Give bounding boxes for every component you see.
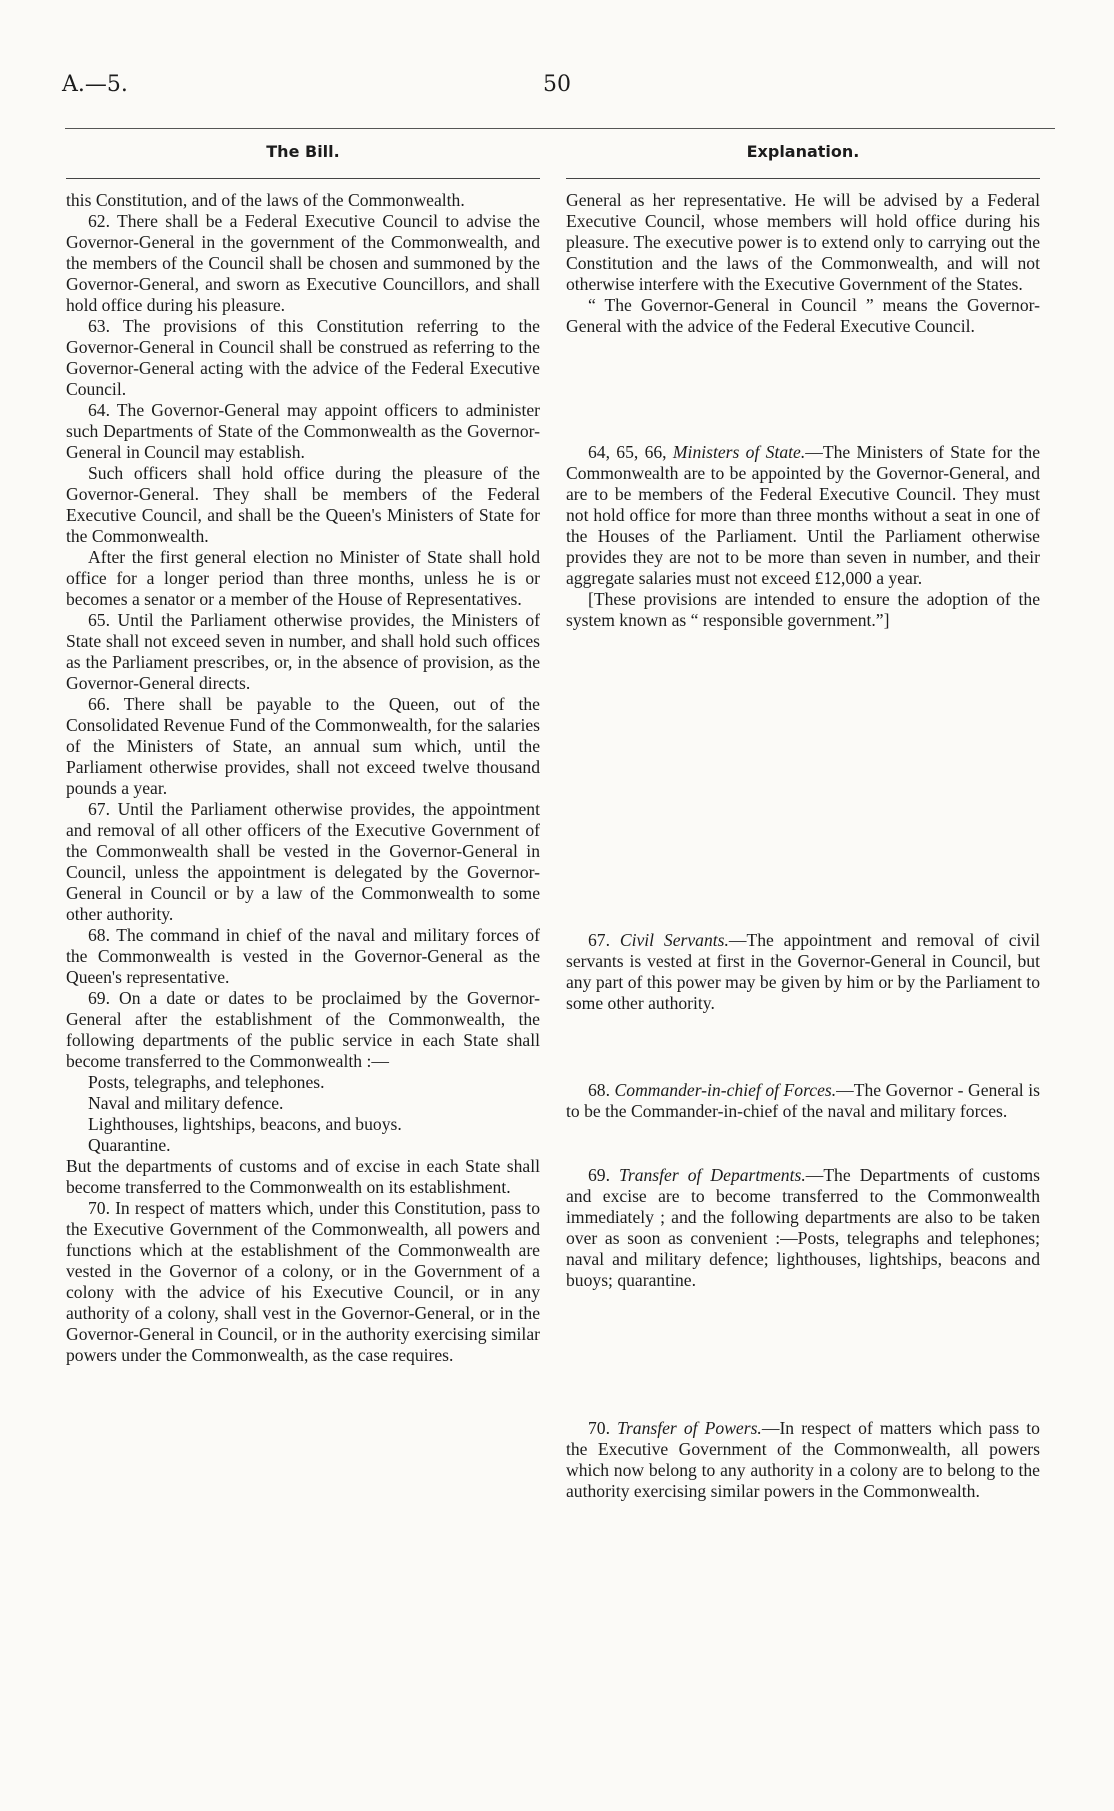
section-title: Transfer of Powers.	[617, 1418, 762, 1438]
document-reference: A.—5.	[62, 72, 128, 97]
section-text: —The Governor - General is to be the Commander-in-chief of the naval and military forces.	[566, 1080, 1040, 1121]
section-number: 67.	[588, 930, 610, 950]
bill-column-heading: The Bill.	[266, 142, 340, 161]
bill-paragraph: this Constitution, and of the laws of the Commonwealth.	[66, 190, 465, 210]
explanation-section-68	[566, 1080, 1040, 1122]
explanation-section-70	[566, 1418, 1040, 1502]
bill-paragraph: After the first general election no Minister of State shall hold office for a longer period than three months, unless he is or becomes a senator or a member of the House of Representatives.	[66, 547, 540, 609]
section-number: 69.	[588, 1165, 610, 1185]
bill-paragraph: But the departments of customs and of excise in each State shall become transferred to the Commonwealth on its establishment.	[66, 1156, 540, 1197]
section-number: 64, 65, 66,	[588, 442, 667, 462]
bill-paragraph: 68. The command in chief of the naval and military forces of the Commonwealth is vested in the Governor-General as the Queen's representative.	[66, 925, 540, 987]
explanation-intro	[566, 190, 1040, 337]
section-text: —In respect of matters which pass to the Executive Government of the Commonwealth, all powers which now belong to any authority in a colony are to belong to the authority exercising similar powers in the Commonwealth.	[566, 1418, 1040, 1501]
section-title: Transfer of Departments.	[619, 1165, 806, 1185]
explanation-section-64	[566, 442, 1040, 631]
bill-paragraph: 67. Until the Parliament otherwise provides, the appointment and removal of all other officers of the Executive Government of the Commonwealth shall be vested in the Governor-General in Council, unless the appointment is delegated by the Governor-General in Council or by a law of the Commonwealth to some other authority.	[66, 799, 540, 924]
section-text: —The appointment and removal of civil servants is vested at first in the Governor-General in Council, but any part of this power may be given by him or by the Parliament to some other authority.	[566, 930, 1040, 1013]
bill-paragraph: 66. There shall be payable to the Queen, out of the Consolidated Revenue Fund of the Commonwealth, for the salaries of the Ministers of State, an annual sum which, until the Parliament otherwise provides, shall not exceed twelve thousand pounds a year.	[66, 694, 540, 798]
header-rule	[65, 128, 1055, 129]
bill-column	[66, 190, 540, 1366]
bill-list-item: Lighthouses, lightships, beacons, and buoys.	[88, 1114, 402, 1134]
explanation-heading-rule	[566, 178, 1040, 179]
explanation-paragraph: General as her representative. He will be advised by a Federal Executive Council, whose members will hold office during his pleasure. The executive power is to extend only to carrying out the Constitution and the laws of the Commonwealth, and will not otherwise interfere with the Executive Government of the States.	[566, 190, 1040, 294]
bill-paragraph: 65. Until the Parliament otherwise provides, the Ministers of State shall not exceed seven in number, and shall hold such offices as the Parliament prescribes, or, in the absence of provision, as the Governor-General directs.	[66, 610, 540, 693]
bill-paragraph: 70. In respect of matters which, under this Constitution, pass to the Executive Government of the Commonwealth, all powers and functions which at the establishment of the Commonwealth are vested in the Governor of a colony, or in the Government of a colony with the advice of his Executive Council, or in any authority of a colony, shall vest in the Governor-General, or in the Governor-General in Council, or in the authority exercising similar powers under the Commonwealth, as the case requires.	[66, 1198, 540, 1365]
section-text: —The Departments of customs and excise are to become transferred to the Commonwealth immediately ; and the following departments are also to be taken over as soon as convenient :—Posts, telegraphs and telephones; naval and military defence; lighthouses, lightships, beacons and buoys; quarantine.	[566, 1165, 1040, 1290]
section-title: Ministers of State.	[672, 442, 806, 462]
bill-paragraph: 63. The provisions of this Constitution referring to the Governor-General in Council shall be construed as referring to the Governor-General acting with the advice of the Federal Executive Council.	[66, 316, 540, 399]
explanation-section-69	[566, 1165, 1040, 1291]
bill-paragraph: 64. The Governor-General may appoint officers to administer such Departments of State of the Commonwealth as the Governor-General in Council may establish.	[66, 400, 540, 462]
bill-paragraph: 69. On a date or dates to be proclaimed by the Governor-General after the establishment of the Commonwealth, the following departments of the public service in each State shall become transferred to the Commonwealth :—	[66, 988, 540, 1071]
explanation-section-67	[566, 930, 1040, 1014]
section-number: 68.	[588, 1080, 610, 1100]
explanation-note: [These provisions are intended to ensure the adoption of the system known as “ responsible government.”]	[566, 589, 1040, 630]
running-head	[0, 72, 1114, 102]
bill-list-item: Quarantine.	[88, 1135, 171, 1155]
section-text: —The Ministers of State for the Commonwealth are to be appointed by the Governor-General, and are to be members of the Federal Executive Council. They must not hold office for more than three months without a seat in one of the Houses of the Parliament. Until the Parliament otherwise provides they are not to be more than seven in number, and their aggregate salaries must not exceed £12,000 a year.	[566, 442, 1041, 588]
section-title: Civil Servants.	[619, 930, 729, 950]
bill-heading-rule	[66, 178, 540, 179]
page-number: 50	[543, 72, 571, 97]
bill-list-item: Naval and military defence.	[88, 1093, 284, 1113]
bill-paragraph: Such officers shall hold office during the pleasure of the Governor-General. They shall be members of the Federal Executive Council, and shall be the Queen's Ministers of State for the Commonwealth.	[66, 463, 540, 546]
bill-paragraph: 62. There shall be a Federal Executive Council to advise the Governor-General in the government of the Commonwealth, and the members of the Council shall be chosen and summoned by the Governor-General, and sworn as Executive Councillors, and shall hold office during his pleasure.	[66, 211, 540, 315]
section-number: 70.	[588, 1418, 610, 1438]
explanation-column-heading: Explanation.	[746, 142, 860, 161]
explanation-paragraph: “ The Governor-General in Council ” means the Governor-General with the advice of the Federal Executive Council.	[566, 295, 1040, 336]
section-title: Commander-in-chief of Forces.	[614, 1080, 837, 1100]
bill-list-item: Posts, telegraphs, and telephones.	[88, 1072, 325, 1092]
